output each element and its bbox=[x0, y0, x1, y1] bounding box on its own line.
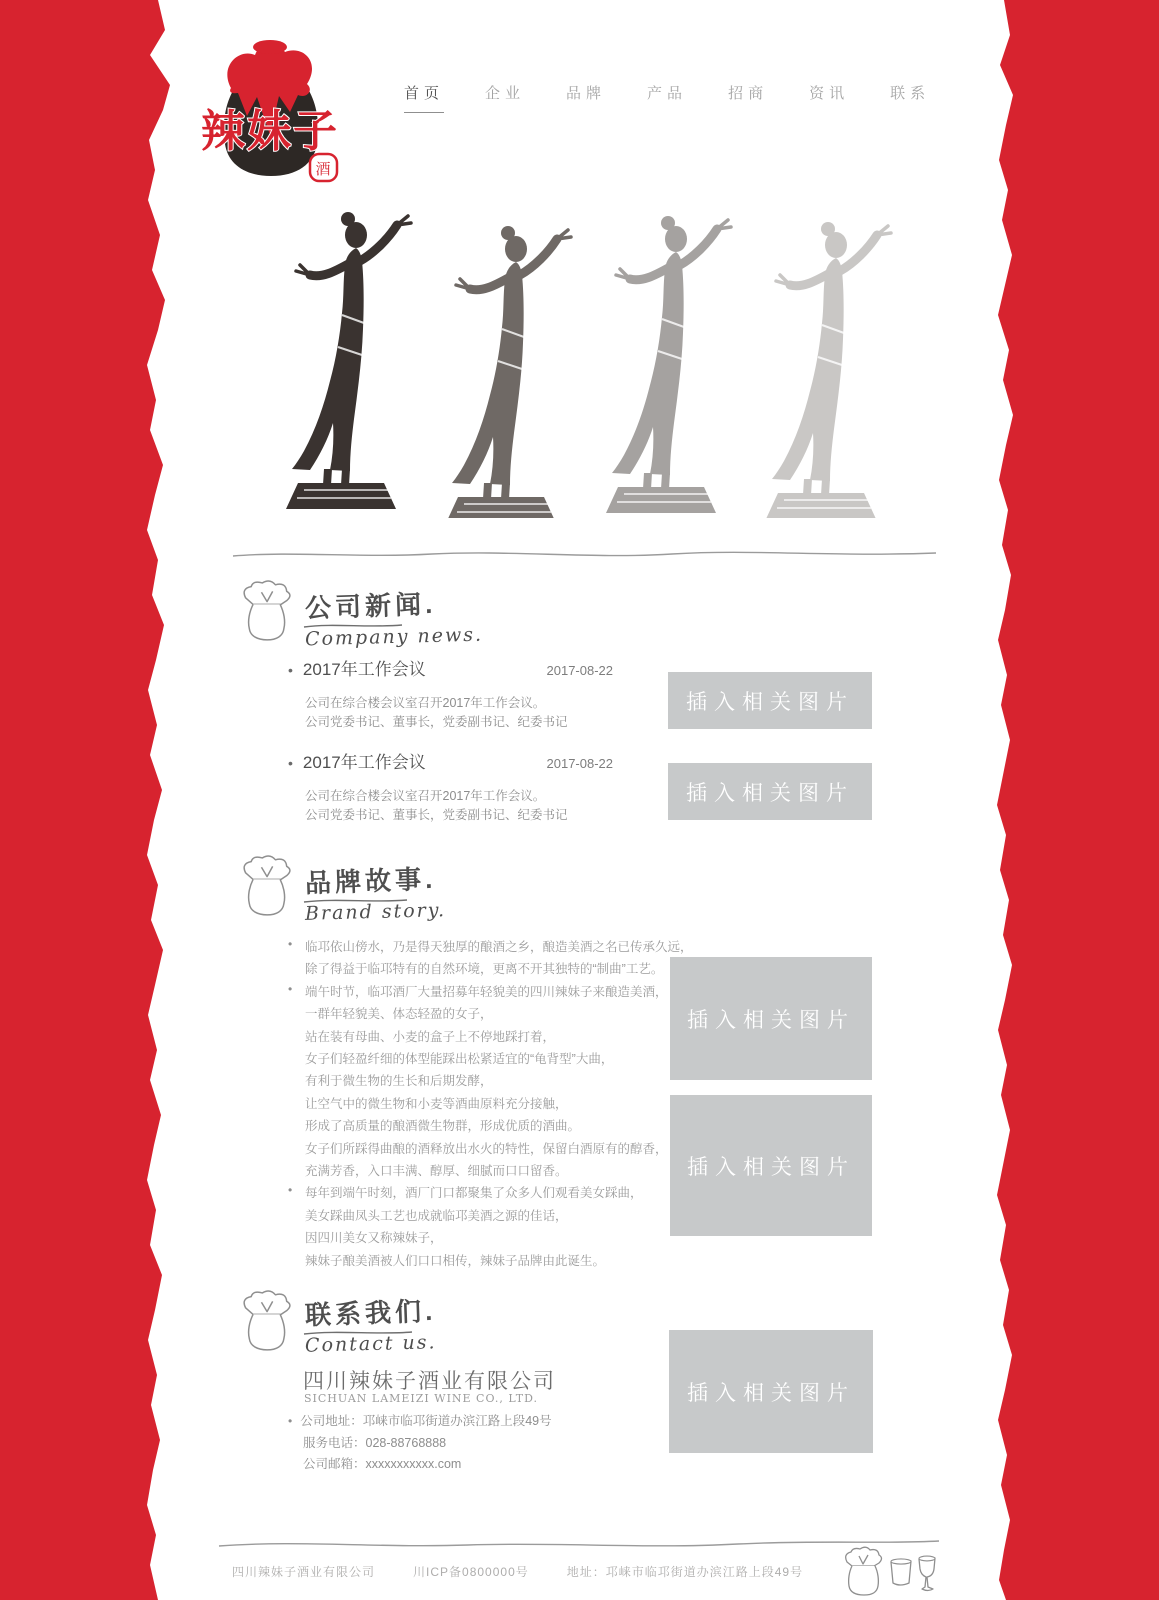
contact-section-title: 联系我们. bbox=[304, 1295, 437, 1331]
brand-story-image-placeholder: 插入相关图片 bbox=[670, 957, 872, 1080]
nav-item-invest[interactable]: 招商 bbox=[728, 85, 769, 102]
brand-story-section-title: 品牌故事. bbox=[304, 863, 437, 899]
footer-address: 地址：邛崃市临邛街道办滨江路上段49号 bbox=[566, 1565, 804, 1579]
brand-story-bullet: • 端午时节，临邛酒厂大量招募年轻貌美的四川辣妹子来酿造美酒， 一群年轻貌美、体态轻盈的女子， 站在装有母曲、小麦的盒子上不停地踩打着， 女子们轻盈纤细的体型能踩出松紧适宜的“龟背型”大曲， 有利于微生物的生长和后期发酵， 让空气中的微生物和小麦等酒曲原料充分接触， 形成了高质量的酿酒微生物群，形成优质的酒曲。 女子们所踩得曲酿的酒释放出水火的特性，保留白酒原有的醇香， 充满芳香，入口丰满、醇厚、细腻而口口留香。 bbox=[288, 981, 658, 1183]
news-image-placeholder: 插入相关图片 bbox=[668, 672, 872, 729]
news-item-date: 2017-08-22 bbox=[546, 756, 613, 771]
nav-item-contact[interactable]: 联系 bbox=[890, 85, 931, 102]
left-red-band bbox=[0, 0, 170, 1600]
brand-story-section-subtitle: Brand story. bbox=[304, 899, 447, 925]
right-red-band bbox=[997, 0, 1159, 1600]
footer-icp: 川ICP备0800000号 bbox=[413, 1565, 529, 1579]
contact-phone: 服务电话：028-88768888 bbox=[303, 1435, 447, 1450]
contact-jar-icon bbox=[240, 1288, 296, 1352]
nav-item-enterprise[interactable]: 企业 bbox=[485, 85, 526, 102]
footer-company: 四川辣妹子酒业有限公司 bbox=[232, 1565, 376, 1579]
footer bbox=[232, 1563, 803, 1580]
brand-story-bullet: • 每年到端午时刻，酒厂门口都聚集了众多人们观看美女踩曲， 美女踩曲凤头工艺也成就临邛美酒之源的佳话， 因四川美女又称辣妹子， 辣妹子酿美酒被人们口口相传，辣妹子品牌由此诞生。 bbox=[288, 1182, 658, 1272]
contact-company-name: 四川辣妹子酒业有限公司 bbox=[303, 1370, 556, 1393]
contact-section-subtitle: Contact us. bbox=[304, 1331, 437, 1357]
news-item-title[interactable]: • 2017年工作会议 bbox=[288, 655, 426, 680]
nav-item-news[interactable]: 资讯 bbox=[809, 85, 850, 102]
contact-image-placeholder: 插入相关图片 bbox=[669, 1330, 873, 1453]
brand-story-image-placeholder: 插入相关图片 bbox=[670, 1095, 872, 1236]
footer-doodle-icons bbox=[843, 1545, 939, 1597]
news-item-date: 2017-08-22 bbox=[546, 663, 613, 678]
hero-dancers-image bbox=[235, 193, 925, 518]
news-item-title[interactable]: • 2017年工作会议 bbox=[288, 748, 426, 773]
main-nav bbox=[404, 82, 930, 113]
news-section-subtitle: Company news. bbox=[304, 623, 484, 651]
contact-company-name-en: SICHUAN LAMEIZI WINE CO., LTD. bbox=[304, 1392, 539, 1405]
brand-story-jar-icon bbox=[240, 853, 296, 917]
nav-item-home[interactable]: 首页 bbox=[404, 82, 444, 113]
contact-details bbox=[288, 1411, 552, 1476]
brand-logo[interactable] bbox=[193, 36, 357, 188]
news-jar-icon bbox=[240, 578, 296, 642]
news-section-title: 公司新闻. bbox=[304, 588, 437, 624]
cup-icon bbox=[891, 1559, 911, 1585]
jar-icon bbox=[846, 1547, 882, 1595]
nav-item-product[interactable]: 产品 bbox=[647, 85, 688, 102]
news-item-description: 公司在综合楼会议室召开2017年工作会议。 公司党委书记、董事长，党委副书记、纪委书记 bbox=[305, 789, 568, 822]
nav-item-brand[interactable]: 品牌 bbox=[566, 85, 607, 102]
contact-address: • 公司地址：邛崃市临邛街道办滨江路上段49号 bbox=[288, 1411, 552, 1433]
wine-glass-icon bbox=[919, 1556, 935, 1590]
footer-hand-drawn-divider bbox=[218, 1536, 940, 1552]
logo-text: 辣妹子 bbox=[201, 107, 339, 156]
hand-drawn-divider bbox=[232, 548, 937, 562]
news-item bbox=[288, 655, 613, 732]
brand-story-bullet: • 临邛依山傍水，乃是得天独厚的酿酒之乡，酿造美酒之名已传承久远， 除了得益于临邛特有的自然环境，更离不开其独特的“制曲”工艺。 bbox=[288, 936, 658, 981]
brand-story-text bbox=[288, 936, 693, 1272]
logo-seal-icon: 酒 bbox=[315, 161, 331, 178]
news-item-description: 公司在综合楼会议室召开2017年工作会议。 公司党委书记、董事长，党委副书记、纪委书记 bbox=[305, 696, 568, 729]
news-item bbox=[288, 748, 613, 825]
news-image-placeholder: 插入相关图片 bbox=[668, 763, 872, 820]
contact-email: 公司邮箱：xxxxxxxxxxx.com bbox=[303, 1457, 462, 1471]
